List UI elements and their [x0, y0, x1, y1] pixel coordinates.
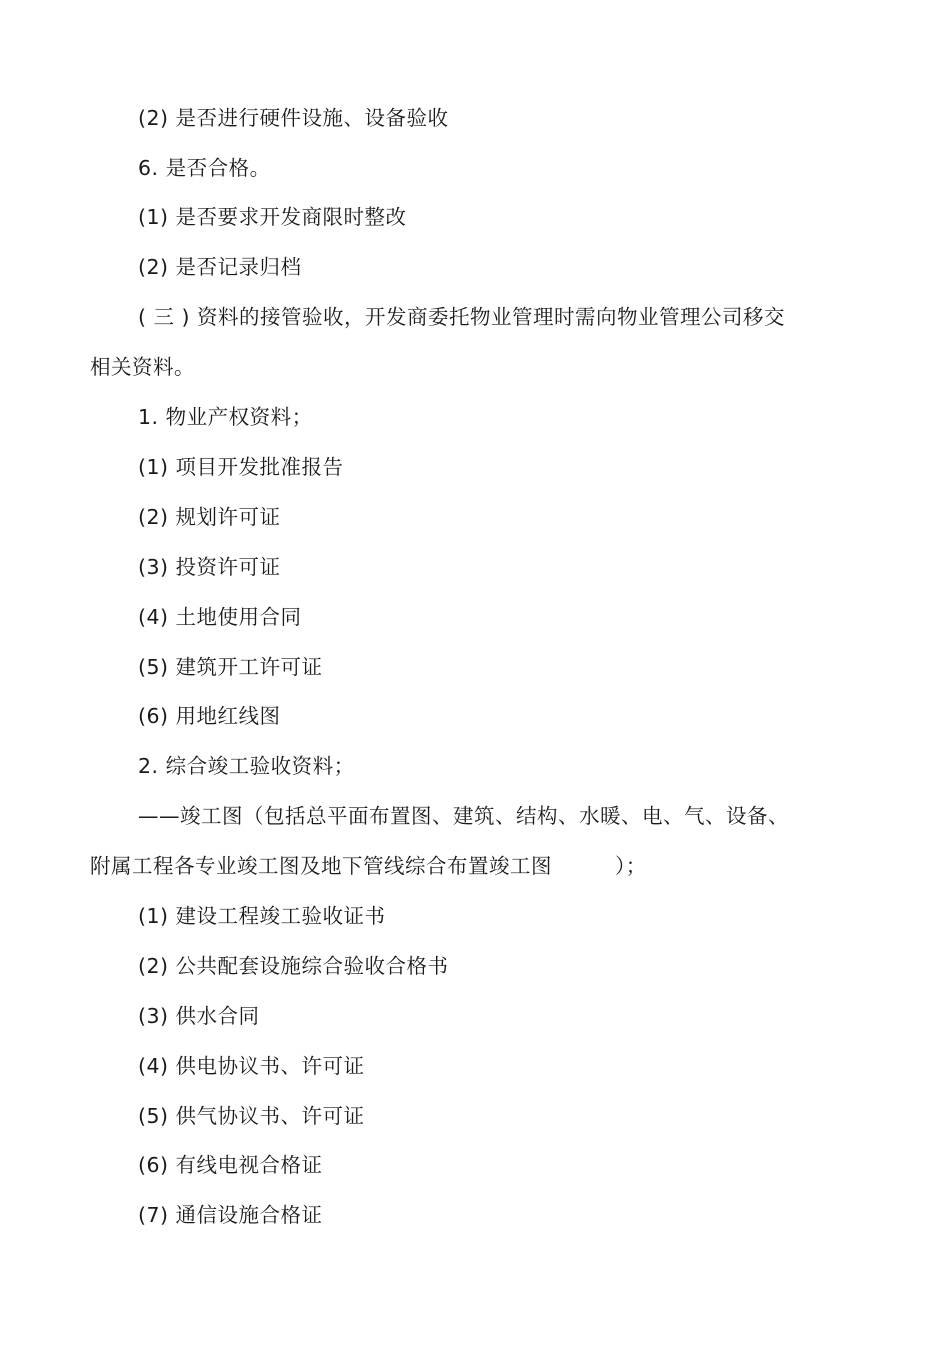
text-line: ——竣工图（包括总平面布置图、建筑、结构、水暖、电、气、设备、	[138, 804, 789, 828]
text-line: (3) 供水合同	[138, 1004, 260, 1028]
text-line: (1) 是否要求开发商限时整改	[138, 205, 407, 229]
text-line: 附属工程各专业竣工图及地下管线综合布置竣工图	[90, 854, 552, 878]
text-line: (1) 项目开发批准报告	[138, 455, 344, 479]
text-line: 1. 物业产权资料；	[138, 405, 313, 429]
text-line: ）；	[615, 854, 647, 878]
text-line: (4) 供电协议书、许可证	[138, 1054, 365, 1078]
text-line: (4) 土地使用合同	[138, 605, 302, 629]
text-line: (2) 规划许可证	[138, 505, 281, 529]
text-line: (2) 是否记录归档	[138, 255, 302, 279]
text-line: 2. 综合竣工验收资料；	[138, 754, 355, 778]
section-heading: ( 三 ) 资料的接管验收，开发商委托物业管理时需向物业管理公司移交	[138, 305, 786, 329]
text-line: (7) 通信设施合格证	[138, 1203, 323, 1227]
text-line: (5) 供气协议书、许可证	[138, 1104, 365, 1128]
text-line: 相关资料。	[90, 355, 195, 379]
text-line: 6. 是否合格。	[138, 156, 271, 180]
text-line: (5) 建筑开工许可证	[138, 655, 323, 679]
text-line: (2) 是否进行硬件设施、设备验收	[138, 106, 449, 130]
text-line: (6) 用地红线图	[138, 704, 281, 728]
text-line: (2) 公共配套设施综合验收合格书	[138, 954, 449, 978]
text-line: (3) 投资许可证	[138, 555, 281, 579]
text-line: (6) 有线电视合格证	[138, 1153, 323, 1177]
text-line: (1) 建设工程竣工验收证书	[138, 904, 386, 928]
